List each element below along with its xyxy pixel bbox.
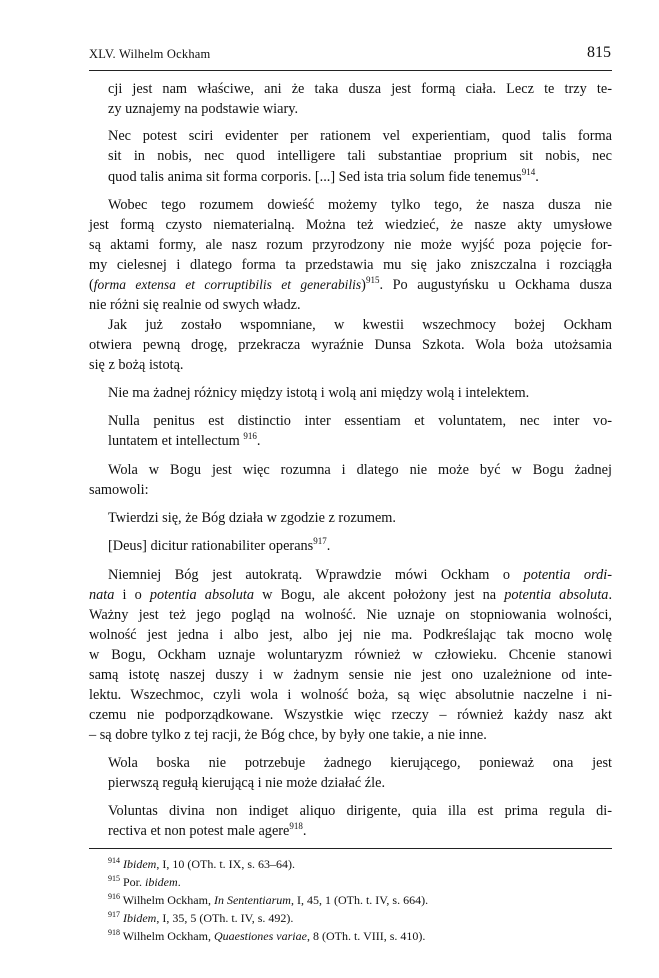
quote-text: luntatem et intellectum xyxy=(108,433,244,449)
text-line: samowoli: xyxy=(89,482,149,498)
running-title: XLV. Wilhelm Ockham xyxy=(89,47,211,61)
footnote-italic: ibidem xyxy=(145,875,178,889)
page-number: 815 xyxy=(587,44,611,61)
text-line: czemu nie podporządkowane. Wszystkie więc rzeczy – również każdy nasz akt xyxy=(89,707,612,723)
quote-line: Nie ma żadnej różnicy między istotą i wolą ani między wolą i intelektem. xyxy=(108,385,530,401)
text-line: nie różni się realnie od swych władz. xyxy=(89,297,301,313)
text-line: my cielesnej i dlatego forma ta przedstawia mu się jako zniszczalna i rozciągła xyxy=(89,257,612,273)
quote-line xyxy=(108,168,612,186)
text-line: otwiera pewną drogę, przekracza wyraźnie Dunsa Szkota. Wola boża utożsamia xyxy=(89,337,612,353)
punctuation: . xyxy=(326,538,331,554)
quote-text: quod talis anima sit forma corporis. [...] Sed ista tria solum fide tenemus xyxy=(108,169,522,185)
footnote-text: Por. xyxy=(123,875,146,889)
punctuation: . xyxy=(302,823,307,839)
quote-line xyxy=(108,822,612,840)
text-fragment: i o xyxy=(114,587,150,603)
text-line: lektu. Wszechmoc, czyli wola i wolność boża, są więc absolutnie naczelne i ni- xyxy=(89,687,612,703)
quote-line: Nec potest sciri evidenter per rationem vel experientiam, quod talis forma xyxy=(108,128,612,144)
text-line xyxy=(89,276,612,294)
footnote-ref-918: 918 xyxy=(289,821,303,832)
footnote-text: , I, 10 (OTh. t. IX, s. 63–64). xyxy=(156,857,295,871)
text-line: jest formą czysto niematerialną. Można też wiedzieć, że nasze akty umysłowe xyxy=(89,217,612,233)
text-line: samą istotę naszej duszy i w żadnym sensie nie jest ono uzależnione od inte- xyxy=(89,667,612,683)
footnote-number: 917 xyxy=(108,910,120,919)
footnote-917 xyxy=(108,911,293,925)
footnote-ref-917: 917 xyxy=(313,536,327,547)
quote-text: rectiva et non potest male agere xyxy=(108,823,290,839)
footnote-text: , I, 35, 5 (OTh. t. IV, s. 492). xyxy=(156,911,294,925)
footnote-text: , I, 45, 1 (OTh. t. IV, s. 664). xyxy=(290,893,429,907)
text-fragment: Niemniej Bóg jest autokratą. Wprawdzie mówi Ockham o xyxy=(108,567,524,583)
text-fragment: . Po augustyńsku u Ockhama dusza xyxy=(379,277,612,293)
quote-line xyxy=(108,537,612,555)
punctuation: . xyxy=(535,169,539,185)
latin-phrase: potentia absoluta xyxy=(504,587,609,603)
text-line: są aktami formy, ale nasz rozum przyrodzony nie może wyjść poza pojęcie for- xyxy=(89,237,612,253)
footnote-916 xyxy=(108,893,428,907)
punctuation: . xyxy=(256,433,261,449)
paren-open: ( xyxy=(89,277,94,293)
quote-line: Twierdzi się, że Bóg działa w zgodzie z rozumem. xyxy=(108,510,396,526)
footnote-italic: In Sententiarum xyxy=(213,893,291,907)
quote-text: [Deus] dicitur rationabiliter operans xyxy=(108,538,314,554)
text-line: Wobec tego rozumem dowieść możemy tylko tego, że nasza dusza nie xyxy=(108,197,612,213)
text-fragment: w Bogu, ale akcent położony jest na xyxy=(254,587,505,603)
footnote-ref-914: 914 xyxy=(521,167,536,178)
text-line: zy uznajemy na podstawie wiary. xyxy=(108,101,299,117)
footnote-number: 914 xyxy=(108,856,120,865)
footnote-number: 916 xyxy=(108,892,120,901)
text-line xyxy=(89,586,612,604)
text-line: się z bożą istotą. xyxy=(89,357,184,373)
text-line: cji jest nam właściwe, ani że taka dusza jest formą ciała. Lecz te trzy te- xyxy=(108,81,612,97)
text-line: – są dobre tylko z tej racji, że Bóg chce, by były one takie, a nie inne. xyxy=(89,727,487,743)
footnote-italic: Quaestiones variae xyxy=(213,929,307,943)
latin-phrase: nata xyxy=(89,587,115,603)
text-line: Jak już zostało wspomniane, w kwestii wszechmocy bożej Ockham xyxy=(108,317,612,333)
footnote-rule xyxy=(89,848,612,849)
text-line: Ważny jest też jego pogląd na wolność. Nie uznaje on stopniowania wolności, xyxy=(89,607,612,623)
quote-line xyxy=(108,432,612,450)
footnote-text: , 8 (OTh. t. VIII, s. 410). xyxy=(306,929,426,943)
text-line: Wola w Bogu jest więc rozumna i dlatego nie może być w Bogu żadnej xyxy=(108,462,612,478)
footnote-ref-915: 915 xyxy=(365,275,380,286)
punctuation: . xyxy=(608,587,613,603)
latin-phrase: potentia absoluta xyxy=(149,587,255,603)
text-line: wolność jest jedna i albo jest, albo jej nie ma. Podkreślając tak mocno wolę xyxy=(89,627,612,643)
quote-line: pierwszą regułą kierującą i nie może działać źle. xyxy=(108,775,386,791)
footnote-text: Wilhelm Ockham, xyxy=(122,929,214,943)
footnote-ref-916: 916 xyxy=(243,431,257,442)
text-line xyxy=(108,566,612,584)
footnote-918 xyxy=(108,929,425,943)
footnote-text: . xyxy=(177,875,181,889)
text-line: w Bogu, Ockham uznaje woluntaryzm również w człowieku. Chcenie stanowi xyxy=(89,647,612,663)
latin-phrase: forma extensa et corruptibilis et generabilis xyxy=(93,277,362,292)
footnote-italic: Ibidem xyxy=(123,911,157,925)
quote-line: Voluntas divina non indiget aliquo dirigente, quia illa est prima regula di- xyxy=(108,803,612,819)
footnote-914 xyxy=(108,857,295,871)
quote-line: Wola boska nie potrzebuje żadnego kierującego, ponieważ ona jest xyxy=(108,755,612,771)
quote-line: sit in nobis, nec quod intelligere tali substantiae proprium sit nobis, nec xyxy=(108,148,612,164)
footnote-number: 915 xyxy=(108,874,120,883)
header-rule xyxy=(89,70,612,71)
footnote-text: Wilhelm Ockham, xyxy=(122,893,214,907)
footnote-italic: Ibidem xyxy=(123,857,157,871)
latin-phrase: potentia ordi- xyxy=(523,567,612,583)
quote-line: Nulla penitus est distinctio inter essentiam et voluntatem, nec inter vo- xyxy=(108,413,612,429)
footnote-number: 918 xyxy=(108,928,120,937)
paren-close: ) xyxy=(361,277,366,293)
footnote-915 xyxy=(108,875,181,889)
